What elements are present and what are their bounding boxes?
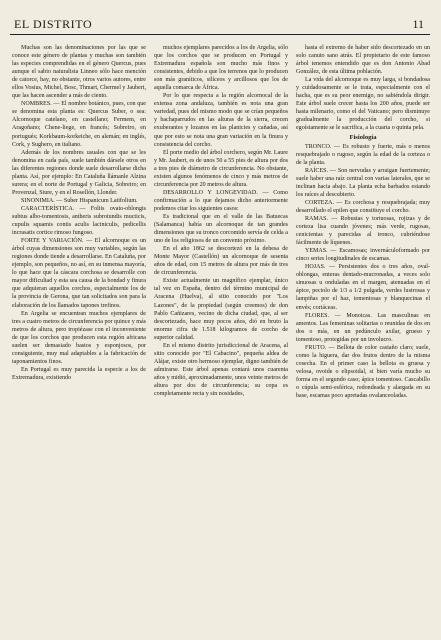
paragraph: Muchas son las denominaciones por las que se conoce este género de plantas y muchas son también las especies comprendidas en el género Quercus, pues aunque el sabio naturalista Linneo sólo hace mención de catorce, hay, no obstante, otros varios autores, entre ellos Vosius, Michel, Bosc, Thmart, Chermel y Jaubert, que las hacen ascender a más de ciento.: [12, 45, 146, 100]
paragraph: RAMAS. — Robustas y tortuosas, rojizas y de corteza lisa cuando jóvenes; más verde, rugosas, cenicientas y parecidas al tronco, cubriéndose fácilmente de líquenes.: [296, 215, 430, 247]
paragraph: En Portugal es muy parecida la especie a los de Extremadura, existiendo: [12, 366, 146, 381]
paragraph: RAÍCES. — Son nervudas y arraigan fuertemente; suele haber una raíz central con varias laterales, que se inclinan hacia abajo. La planta echa barbados estando los raíces al descubierto.: [296, 167, 430, 198]
paragraph: CORTEZA. — Es corchosa y resquebrajada; muy desarrollado el epilen que constituye el corcho.: [296, 199, 430, 214]
paragraph: Es tradicional que en el valle de las Batuecas (Salamanca) había un alcornoque de tan grandes dimensiones que su tronco corcomido servía de celda a uno de los religiosos de un convento próximo.: [154, 213, 288, 245]
paragraph: Además de los nombres usuales con que se les denomina en cada país, suele también dársele otros en las diferentes regiones donde suele desarrollarse dicha planta. Así, por ejemplo: En Cataluña llámanle Alzina surera; en el norte de Portugal y Galicia, Sobreiro; en Provenzal, Siure, y en el Rosellón, Llonder.: [12, 149, 146, 196]
column-middle: [154, 44, 288, 634]
paragraph: TRONCO. — Es robusto y fuerte, más o menos resquebrajado o rugoso, según la edad de la corteza o de la planta.: [296, 143, 430, 166]
paragraph: SINONIMIA. — Suber Hispanicum Latifolium.: [21, 197, 138, 204]
paragraph: Existe actualmente un magnífico ejemplar, único tal vez en España, dentro del término municipal de Aracena (Huelva), al sitio conocido por "Los Lazones", de la propiedad (según creemos) de don Pablo Cañizares, vecino de dicha ciudad, que, al ser descortezado, hace muy pocos años, dió en bruto la enorme cifra de 1.518 kilogramos de corcho de superior calidad.: [154, 278, 288, 341]
paragraph: En el año 1862 se descortezó en la dehesa de Monte Mayor (Castellón) un alcornoque de sesenta años de edad, con 15 metros de altura por más de tres de circunferencia.: [154, 246, 288, 277]
article-body: [12, 44, 430, 634]
paragraph: hasta el extremo de haber sido descortezado en un solo canuto sano atrás. El propietario de este famoso árbol tenemos entendido que es don Antonio Abad González, de esta última población.: [296, 45, 430, 76]
paragraph: YEMAS. — Escamosas; invernáculoformado por cinco series longitudinales de escamas.: [296, 248, 430, 263]
paragraph: La vida del alcornoque es muy larga, si bondadosa y cuidadosamente se le trata, especialmente con el hacha, que es su peor enemigo, no sabiéndola dirigir. Este árbol suele crecer hasta los 200 años, puede ser hasta milenario, como el del Vaticano; pero disminuye gradualmente la producción del corcho, si egoístamente se le sacrifica, a la cuarta o quinta pela.: [296, 77, 430, 132]
publication-title: EL DISTRITO: [14, 17, 93, 31]
paragraph: DESARROLLO Y LONGEVIDAD. — Como confirmación a lo que dejamos dicho anteriormente podemos citar los siguientes casos:: [154, 189, 288, 212]
paragraph: FRUTO. — Bellota de color castaño claro; suele, como la higuera, dar dos frutos dentro de la misma cosecha. En el primer caso la bellota es gruesa y velosa, ovoide o elipsoidal, si bien varía mucho su forma en el segundo caso; ápice tomentoso. Cascabillo o cúpula semi-esférica, redondeada y alargada en su base, escamas poco apretadas ovalanceoladas.: [296, 344, 430, 400]
section-heading: Fisiología: [349, 133, 377, 141]
paragraph: NOMBRES. — El nombre botánico, pues, con que se denomina esta planta es: Quercus Suber, o sea: Alcornoque catelano, en castellano; Fermem, en Aragoñano; Chene-liege, en francés; Sobreiro, en portugués; Korkbaum-korkeiche, en alemán; en inglés, Cork, y Sughero, en italiano.: [12, 101, 146, 148]
page-number: 11: [412, 17, 424, 31]
page-header: [10, 14, 430, 35]
paragraph: FORTE Y VARIACIÓN. — El alcornoque es un árbol cuyas dimensiones son muy variables, según las regiones donde tiende a desarrollarse. En Cataluña, por ejemplo, son pequeños, no así, en su inmensa mayoría, lo que hace que la cáscara corchosa se desarrolle con mayor dificultad y esta sea causa de la bondad y finura que adquieran aquellos corchos, especialmente los de la provincia de Gerona, que tan solicitados son para la elaboración de los llamados tapones trefinos.: [12, 238, 146, 309]
paragraph: muchos ejemplares parecidos a los de Argelia, sólo que los corchos que se producen en Portugal y Extremadura española son mucho más finos y consistentes, debido a que los terrenos que lo producen son más graníticos, silíceos y arcillosos que los de aquella comarca de África.: [154, 45, 288, 92]
paragraph: Por lo que respecta a la región alcornocal de la extensa zona andaluza, también es nota una gran variedad, pues del mismo modo que se crían pequeños y bachaparrudos en las alturas de la sierra, crecen exuberantes y lozanos en las planicies y cañadas, así que por esto se nota una gran variación en la finura y consistencia del corcho.: [154, 93, 288, 148]
column-left: [12, 44, 146, 634]
paragraph: CARACTERÍSTICA. — Foliis ovato-oblongis subtus albo-tomentosis, antheris subrotundis mucticis, cupulis squamis contis aculis laciniculis, pedicellis incrasatis cortice rimoso fungoso.: [12, 205, 146, 237]
paragraph: El porte medio del árbol corchero, según Mr. Laure y Mr. Jaubert, es de unos 50 a 55 pies de altura por dos a tres pies de diámetro de circunferencia. No obstante, existen algunos fenómenos de cinco y más metros de circunferencia por 20 metros de altura.: [154, 149, 288, 188]
paragraph: En el mismo distrito jurisdiccional de Aracena, al sitio conocido por "El Cabacino", pequeña aldea de Alájar, existe otro hermoso ejemplar, digno también de admirarse. Este árbol apenas contará unos cuarenta años y midió, aproximadamente, unos veinte metros de altura por dos de circunferencia; su copa es completamente recta y sin nosidades,: [154, 342, 288, 398]
paragraph: En Argelia se encuentran muchos ejemplares de tres a cuatro metros de circunferencia por quince y más metros de altura, pero tropiézase con el inconveniente de que los corchos que producen esta región africana suelen ser demasiado bastos y esponjosos, por consiguiente, muy mal adaptables a la fabricación de taponamientos finos.: [12, 310, 146, 365]
paragraph: HOJAS. — Persistentes dos o tres años, oval-oblongas, enteras dentado-mucronadas, a veces solo sinuosas u onduladas en el margen, atenuadas en el ápice, peciolo de 1/3 a 1/2 pulgada, verdes lustrosas y lampiñas por el haz, tomentosas y blanquecinas el envés; coriáceas.: [296, 264, 430, 311]
column-right: [296, 44, 430, 634]
paragraph: FLORES. — Monoicas. Las masculinas en amentos. Las femeninas solitarias o reunidas de dos en dos o más, en un pedúnculo axilar, grueso y tomentoso, protegidas por un involucro.: [296, 312, 430, 343]
